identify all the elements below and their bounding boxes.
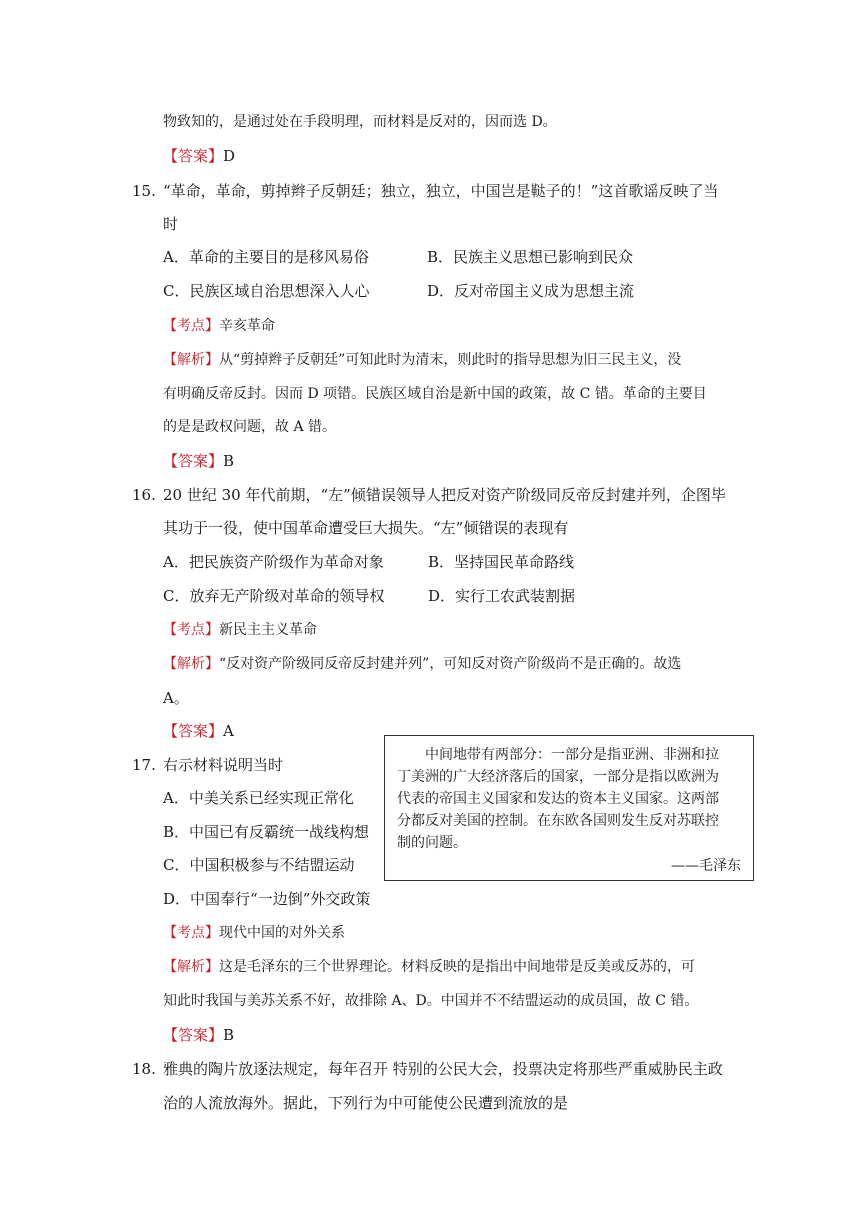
point-value: 现代中国的对外关系 <box>219 925 345 941</box>
answer-tag: 【答案】 <box>163 722 224 740</box>
answer-value: B <box>223 452 235 470</box>
option-a: A．把民族资产阶级作为革命对象 <box>163 553 384 571</box>
analysis-line <box>163 654 681 674</box>
option-c: C．民族区域自治思想深入人心 <box>163 282 370 300</box>
option-d: D．反对帝国主义成为思想主流 <box>427 282 635 300</box>
answer-line <box>163 1025 234 1045</box>
question-stem: 20 世纪 30 年代前期，“左”倾错误领导人把反对资产阶级同反帝反封建并列，企图毕 <box>163 486 726 504</box>
material-source: ——毛泽东 <box>671 858 741 874</box>
point-value: 新民主主义革命 <box>219 622 317 638</box>
answer-tag: 【答案】 <box>163 452 224 470</box>
point-value: 辛亥革命 <box>219 318 275 334</box>
answer-value: A <box>223 722 234 740</box>
material-line: 中间地带有两部分：一部分是指亚洲、非洲和拉 <box>425 747 719 763</box>
option-d: D．中国奉行“一边倒”外交政策 <box>163 890 371 908</box>
answer-tag: 【答案】 <box>163 147 224 165</box>
point-tag: 【考点】 <box>163 925 219 941</box>
analysis-tag: 【解析】 <box>163 656 219 672</box>
question-stem: 雅典的陶片放逐法规定，每年召开 特别的公民大会，投票决定将那些严重威胁民主政 <box>163 1060 723 1078</box>
question-number: 16. <box>132 486 156 504</box>
option-b: B．坚持国民革命路线 <box>428 553 575 571</box>
question-number: 18. <box>132 1060 156 1078</box>
analysis-text-cont: 有明确反帝反封。因而 D 项错。民族区域自治是新中国的政策，故 C 错。革命的主要目 <box>163 386 707 402</box>
material-line: 制的问题。 <box>397 835 467 851</box>
question-stem: “革命，革命，剪掉辫子反朝廷；独立，独立，中国岂是鞑子的！”这首歌谣反映了当 <box>163 182 719 200</box>
analysis-line <box>163 350 681 370</box>
answer-line <box>163 146 235 166</box>
question-number: 15. <box>132 182 156 200</box>
analysis-text-cont: 知此时我国与美苏关系不好，故排除 A、D。中国并不不结盟运动的成员国，故 C 错。 <box>163 993 699 1009</box>
question-stem-cont: 时 <box>163 215 179 233</box>
answer-value: D <box>223 147 236 165</box>
material-line: 丁美洲的广大经济落后的国家，一部分是指以欧洲为 <box>397 769 719 785</box>
analysis-tag: 【解析】 <box>163 352 219 368</box>
analysis-text-cont: A。 <box>163 689 189 707</box>
analysis-text: 从“剪掉辫子反朝廷”可知此时为清末，则此时的指导思想为旧三民主义，没 <box>219 352 682 368</box>
option-c: C．放弃无产阶级对革命的领导权 <box>163 587 385 605</box>
point-line <box>163 923 345 943</box>
analysis-text-cont: 的是是政权问题，故 A 错。 <box>163 419 337 435</box>
answer-tag: 【答案】 <box>163 1026 224 1044</box>
option-a: A．中美关系已经实现正常化 <box>163 789 354 807</box>
analysis-text: 这是毛泽东的三个世界理论。材料反映的是指出中间地带是反美或反苏的，可 <box>219 959 695 975</box>
option-b: B．中国已有反霸统一战线构想 <box>163 823 370 841</box>
option-d: D．实行工农武装割据 <box>428 587 576 605</box>
material-line: 代表的帝国主义国家和发达的资本主义国家。这两部 <box>397 791 719 807</box>
question-number: 17. <box>132 756 156 774</box>
point-line <box>163 620 317 640</box>
analysis-line <box>163 957 695 977</box>
answer-line <box>163 451 234 471</box>
option-a: A．革命的主要目的是移风易俗 <box>163 248 369 266</box>
continued-analysis-text: 物致知的，是通过处在手段明理，而材料是反对的，因而选 D。 <box>163 114 557 130</box>
point-line <box>163 316 275 336</box>
analysis-tag: 【解析】 <box>163 959 219 975</box>
question-stem-cont: 治的人流放海外。据此，下列行为中可能使公民遭到流放的是 <box>163 1094 569 1112</box>
analysis-text: “反对资产阶级同反帝反封建并列”，可知反对资产阶级尚不是正确的。故选 <box>219 656 682 672</box>
answer-line <box>163 721 234 741</box>
option-b: B．民族主义思想已影响到民众 <box>427 248 634 266</box>
question-stem: 右示材料说明当时 <box>163 756 284 774</box>
answer-value: B <box>223 1026 235 1044</box>
source-material-box <box>384 735 754 881</box>
option-c: C．中国积极参与不结盟运动 <box>163 856 355 874</box>
point-tag: 【考点】 <box>163 622 219 638</box>
question-stem-cont: 其功于一役，使中国革命遭受巨大损失。“左”倾错误的表现有 <box>163 519 569 537</box>
point-tag: 【考点】 <box>163 318 219 334</box>
material-line: 分都反对美国的控制。在东欧各国则发生反对苏联控 <box>397 813 719 829</box>
